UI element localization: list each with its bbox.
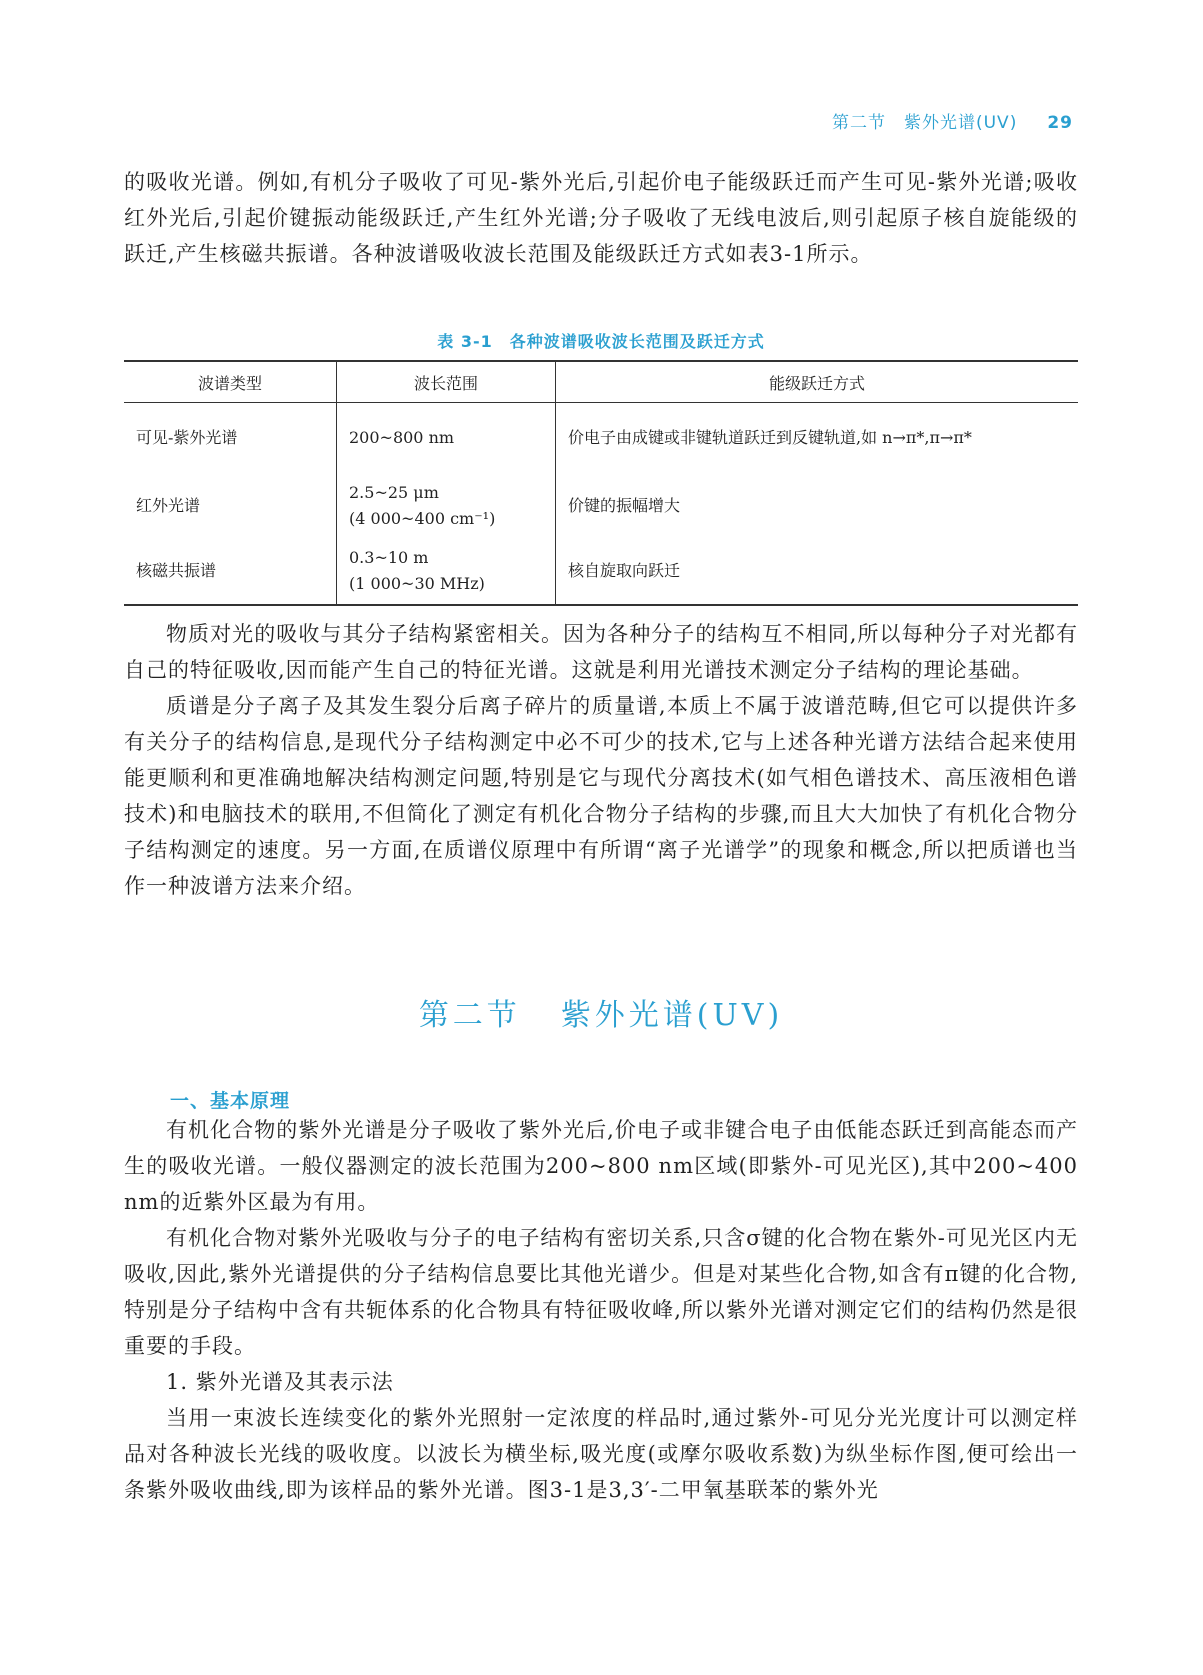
cell-range-value: 200~800 nm [349,427,455,447]
cell-mode: 核自旋取向跃迁 [556,539,1079,605]
table-row [124,539,1078,605]
section-name: 紫外光谱(UV) [560,998,784,1033]
paragraph-uv-definition: 有机化合物的紫外光谱是分子吸收了紫外光后,价电子或非键合电子由低能态跃迁到高能态而产生的吸收光谱。一般仪器测定的波长范围为200~800 nm区域(即紫外-可见光区),其中200~400 nm的近紫外区最为有用。 [124,1118,1078,1214]
intro-block [124,164,1078,272]
cell-range [337,539,556,605]
uv-block [124,1112,1078,1508]
header-section: 第二节 紫外光谱(UV) [831,113,1018,133]
col-header-mode: 能级跃迁方式 [556,361,1079,403]
table-row [124,473,1078,539]
cell-range-value: 2.5~25 μm [349,482,439,502]
spectra-table [124,360,1078,606]
cell-type: 红外光谱 [136,495,201,515]
cell-range-alt: (1 000~30 MHz) [349,574,485,593]
section-title [124,990,1078,1034]
cell-mode: 价电子由成键或非键轨道跃迁到反键轨道,如 n→π*,π→π* [556,403,1079,473]
subheading: 一、基本原理 [170,1090,291,1112]
cell-range-value: 0.3~10 m [349,548,429,567]
cell-type: 可见-紫外光谱 [136,427,238,447]
intro-paragraph: 的吸收光谱。例如,有机分子吸收了可见-紫外光后,引起价电子能级跃迁而产生可见-紫外光谱;吸收红外光后,引起价键振动能级跃迁,产生红外光谱;分子吸收了无线电波后,则引起原子核自旋能级的跃迁,产生核磁共振谱。各种波谱吸收波长范围及能级跃迁方式如表3-1所示。 [124,170,1078,266]
col-header-range: 波长范围 [337,361,556,403]
list-item-heading: 1. 紫外光谱及其表示法 [166,1370,394,1394]
page-number: 29 [1047,113,1073,133]
cell-type: 核磁共振谱 [124,539,337,605]
table-header-row [124,361,1078,403]
cell-range-alt: (4 000~400 cm⁻¹) [349,508,496,528]
section-number: 第二节 [418,998,521,1033]
paragraph-uv-curve: 当用一束波长连续变化的紫外光照射一定浓度的样品时,通过紫外-可见分光光度计可以测定样品对各种波长光线的吸收度。以波长为横坐标,吸光度(或摩尔吸收系数)为纵坐标作图,便可绘出一条紫外吸收曲线,即为该样品的紫外光谱。图3-1是3,3′-二甲氧基联苯的紫外光 [124,1406,1078,1502]
col-header-type: 波谱类型 [124,361,337,403]
paragraph-light-absorption: 物质对光的吸收与其分子结构紧密相关。因为各种分子的结构互不相同,所以每种分子对光都有自己的特征吸收,因而能产生自己的特征光谱。这就是利用光谱技术测定分子结构的理论基础。 [124,622,1078,682]
running-header [832,108,1073,133]
body-block [124,616,1078,904]
paragraph-mass-spectrum: 质谱是分子离子及其发生裂分后离子碎片的质量谱,本质上不属于波谱范畴,但它可以提供许多有关分子的结构信息,是现代分子结构测定中必不可少的技术,它与上述各种光谱方法结合起来使用能更顺利和更准确地解决结构测定问题,特别是它与现代分离技术(如气相色谱技术、高压液相色谱技术)和电脑技术的联用,不但简化了测定有机化合物分子结构的步骤,而且大大加快了有机化合物分子结构测定的速度。另一方面,在质谱仪原理中有所谓“离子光谱学”的现象和概念,所以把质谱也当作一种波谱方法来介绍。 [124,694,1078,898]
cell-range [337,473,556,539]
cell-mode: 价键的振幅增大 [556,473,1079,539]
table-row [124,403,1078,473]
cell-range [337,403,556,473]
table-caption: 表 3-1 各种波谱吸收波长范围及跃迁方式 [437,332,765,351]
paragraph-uv-structure: 有机化合物对紫外光吸收与分子的电子结构有密切关系,只含σ键的化合物在紫外-可见光区内无吸收,因此,紫外光谱提供的分子结构信息要比其他光谱少。但是对某些化合物,如含有π键的化合物,特别是分子结构中含有共轭体系的化合物具有特征吸收峰,所以紫外光谱对测定它们的结构仍然是很重要的手段。 [124,1226,1078,1358]
